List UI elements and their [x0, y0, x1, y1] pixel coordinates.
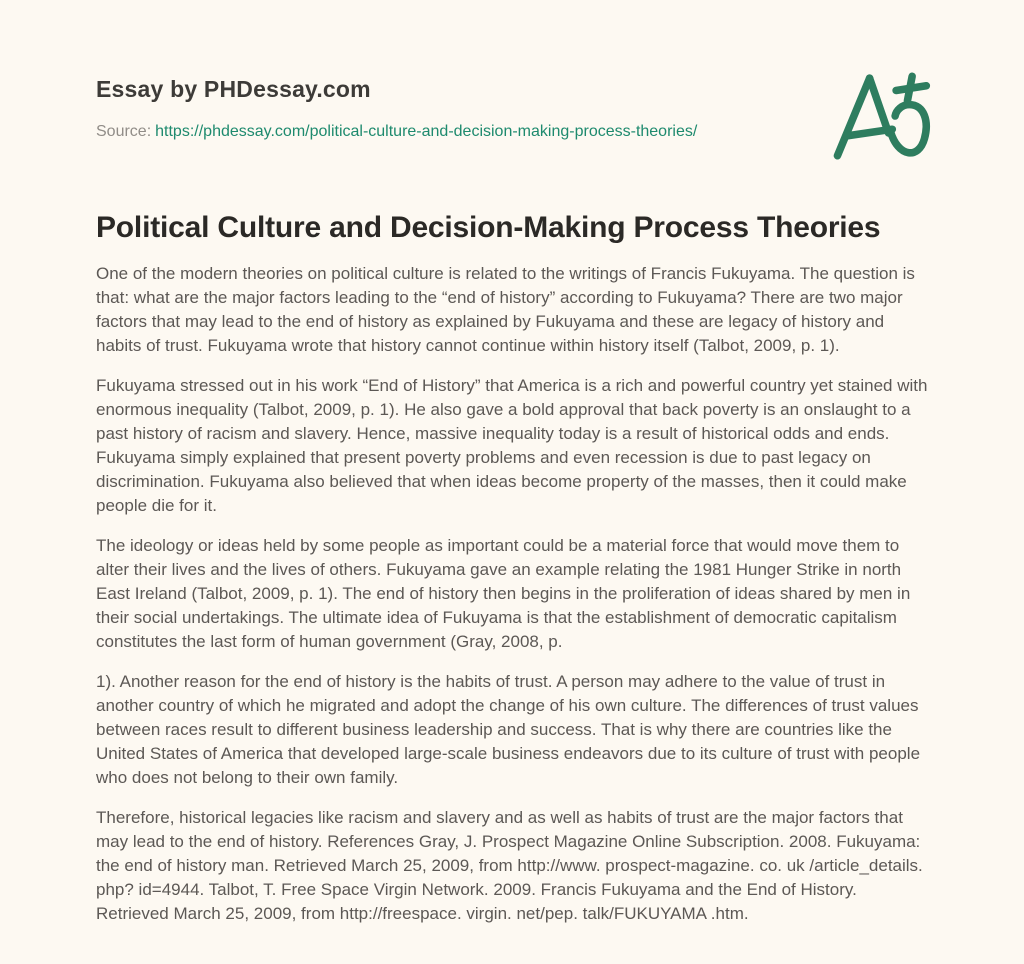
article-title: Political Culture and Decision-Making Process Theories	[96, 211, 881, 244]
site-title: Essay by PHDessay.com	[96, 76, 371, 102]
source-line	[96, 122, 928, 142]
essay-paragraph: Therefore, historical legacies like racism and slavery and as well as habits of trust are the major factors that may lead to the end of history. References Gray, J. Prospect Magazine Online Subscription. 2008. Fukuyama: the end of history man. Retrieved March 25, 2009, from http://www. prospect-magazine. co. uk /article_details. php? id=4944. Talbot, T. Free Space Virgin Network. 2009. Francis Fukuyama and the End of History. Retrieved March 25, 2009, from http://freespace. virgin. net/pep. talk/FUKUYAMA .htm.	[96, 808, 923, 923]
essay-paragraph: 1). Another reason for the end of history is the habits of trust. A person may adhere to the value of trust in another country of which he migrated and adopt the change of his own culture. The differences of trust values between races result to different business leadership and success. That is why there are countries like the United States of America that developed large-scale business endeavors due to its culture of trust with people who does not belong to their own family.	[96, 672, 921, 787]
source-label: Source:	[96, 123, 152, 140]
essay-paragraph: Fukuyama stressed out in his work “End of History” that America is a rich and powerful country yet stained with enormous inequality (Talbot, 2009, p. 1). He also gave a bold approval that back poverty is an onslaught to a past history of racism and slavery. Hence, massive inequality today is a result of historical odds and ends. Fukuyama simply explained that present poverty problems and even recession is due to past legacy on discrimination. Fukuyama also believed that when ideas become property of the masses, then it could make people die for it.	[96, 376, 928, 515]
phdessay-a-plus-logo-icon	[828, 66, 932, 166]
essay-paragraph: The ideology or ideas held by some people as important could be a material force that would move them to alter their lives and the lives of others. Fukuyama gave an example relating the 1981 Hunger Strike in north East Ireland (Talbot, 2009, p. 1). The end of history then begins in the proliferation of ideas shared by men in their social undertakings. The ultimate idea of Fukuyama is that the establishment of democratic capitalism constitutes the last form of human government (Gray, 2008, p.	[96, 536, 911, 651]
essay-paragraph: One of the modern theories on political culture is related to the writings of Francis Fukuyama. The question is that: what are the major factors leading to the “end of history” according to Fukuyama? There are two major factors that may lead to the end of history as explained by Fukuyama and these are legacy of history and habits of trust. Fukuyama wrote that history cannot continue within history itself (Talbot, 2009, p. 1).	[96, 264, 915, 355]
source-url-link[interactable]: https://phdessay.com/political-culture-and-decision-making-process-theories/	[155, 123, 698, 140]
essay-body	[96, 262, 928, 926]
